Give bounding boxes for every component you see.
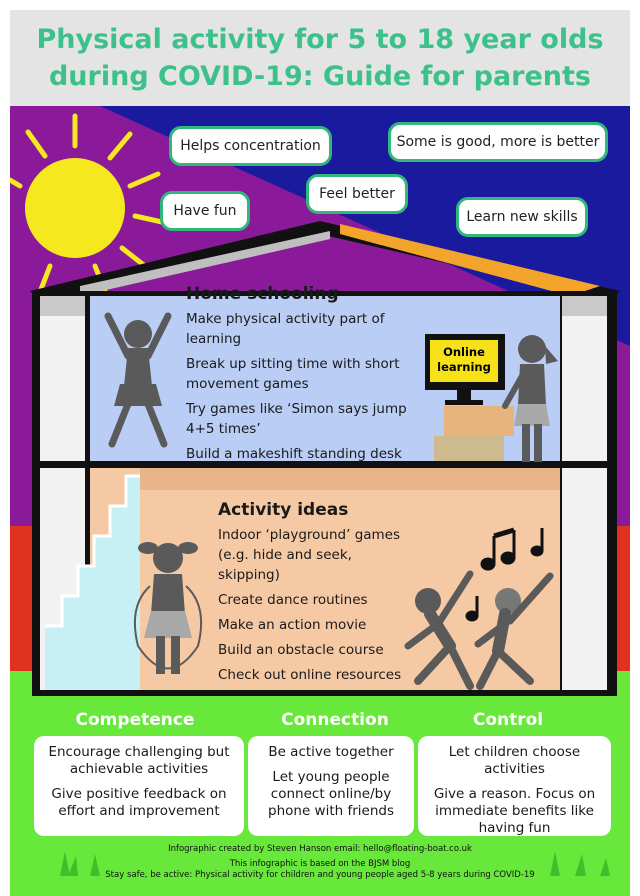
competence-heading: Competence: [75, 710, 195, 730]
home-schooling-heading: Home schooling: [186, 284, 339, 304]
activity-ideas-section: [218, 500, 418, 690]
competence-text-2: Give positive feedback on effort and improvement: [51, 786, 227, 819]
home-schooling-item: Break up sitting time with short movement games: [186, 356, 400, 392]
home-schooling-section: [186, 284, 426, 469]
competence-card: [34, 736, 244, 836]
activity-idea-item: Create dance routines: [218, 592, 368, 608]
connection-heading: Connection: [281, 710, 389, 730]
activity-ideas-heading: Activity ideas: [218, 500, 349, 520]
connection-text-1: Be active together: [268, 744, 394, 760]
home-schooling-item: Make physical activity part of learning: [186, 311, 385, 347]
bubble-some-is-good: Some is good, more is better: [388, 122, 608, 162]
activity-idea-item: Make an action movie: [218, 617, 367, 633]
control-text-2: Give a reason. Focus on immediate benefits like having fun: [433, 786, 596, 836]
lower-room-trim: [140, 468, 560, 490]
footer-based-on: This infographic is based on the BJSM blog: [229, 859, 411, 869]
home-schooling-item: Try games like ‘Simon says jump 4+5 times’: [186, 401, 407, 437]
stacked-boxes-desk: [444, 406, 514, 436]
activity-idea-item: Build an obstacle course: [218, 642, 384, 658]
connection-card: [248, 736, 414, 836]
bubble-feel-better: Feel better: [306, 174, 408, 214]
home-schooling-item: Build a makeshift standing desk: [186, 446, 402, 462]
control-heading: Control: [472, 710, 544, 730]
title-line-1: Physical activity for 5 to 18 year olds: [36, 24, 604, 55]
page-title: [10, 10, 630, 106]
bubble-learn-new-skills: Learn new skills: [456, 197, 588, 237]
title-line-2: during COVID-19: Guide for parents: [48, 61, 591, 92]
right-wall-panel: [562, 296, 607, 690]
control-card: [418, 736, 611, 836]
bubble-helps-concentration: Helps concentration: [169, 126, 332, 166]
online-learning-line-1: Online: [443, 345, 485, 359]
activity-idea-item: Check out online resources: [218, 667, 402, 683]
footer-credit: Infographic created by Steven Hanson email: hello@floating-boat.co.uk: [168, 844, 472, 854]
control-text-1: Let children choose activities: [448, 744, 581, 777]
online-learning-line-2: learning: [437, 360, 491, 374]
competence-text-1: Encourage challenging but achievable activities: [48, 744, 230, 777]
connection-text-2: Let young people connect online/by phone with friends: [268, 769, 394, 819]
footer-blog-title: Stay safe, be active: Physical activity for children and young people aged 5-8 years during COVID-19: [105, 870, 535, 880]
online-learning-screen: [430, 340, 498, 382]
activity-idea-item: Indoor ‘playground’ games (e.g. hide and seek, skipping): [218, 527, 401, 583]
bubble-have-fun: Have fun: [160, 191, 250, 231]
